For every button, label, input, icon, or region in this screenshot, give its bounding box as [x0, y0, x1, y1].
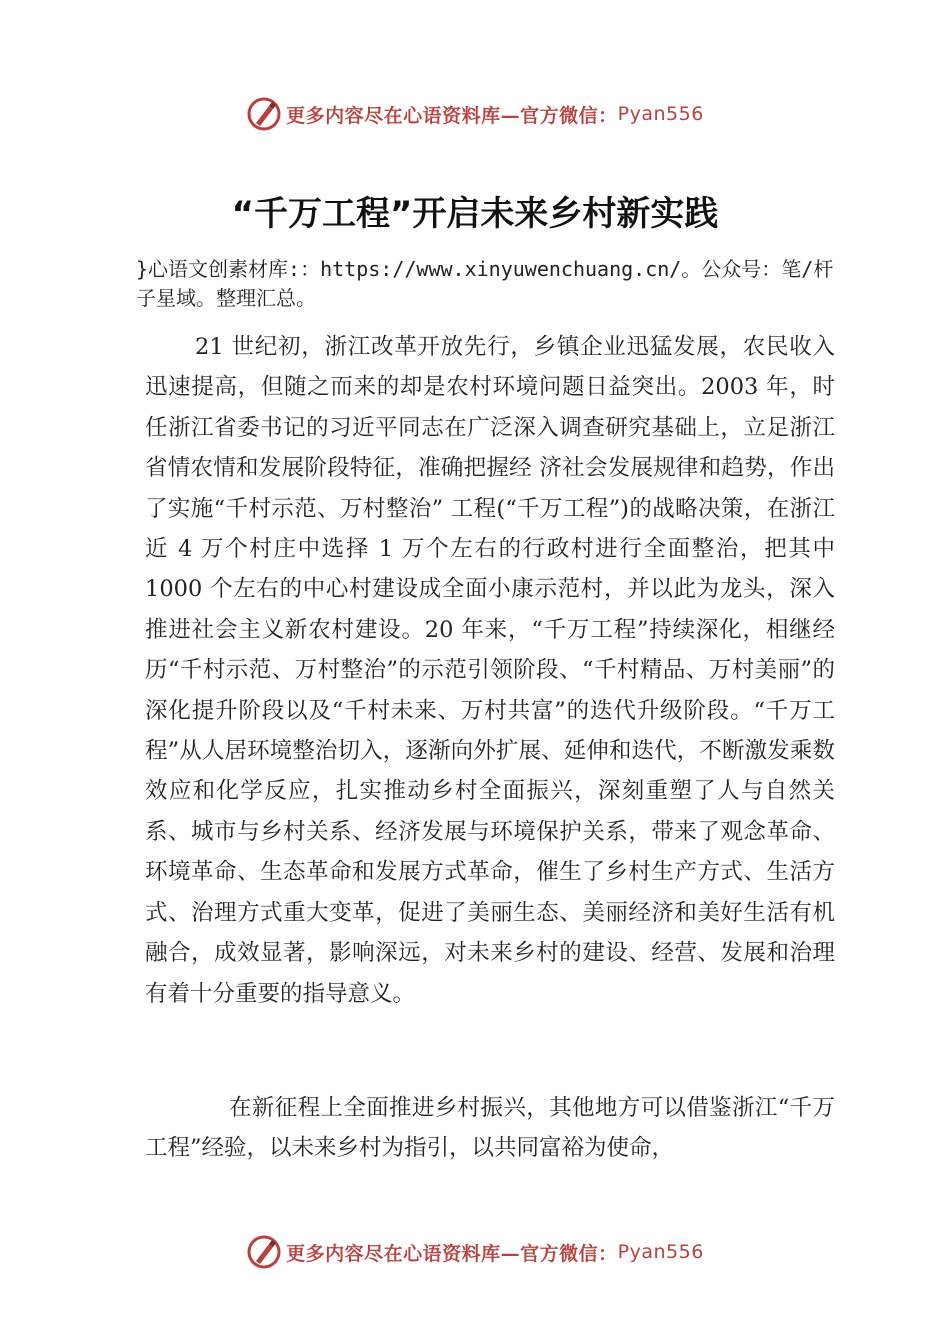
article-title: “千万工程”开启未来乡村新实践	[231, 194, 719, 234]
footer-watermark-banner	[0, 1232, 950, 1272]
pen-logo-icon	[246, 1234, 282, 1270]
banner-wechat-id: Pyan556	[617, 1241, 704, 1263]
paragraph-2: 在新征程上全面推进乡村振兴，其他地方可以借鉴浙江“千万工程”经验，以未来乡村为指引，以共同富裕为使命，	[145, 1095, 835, 1162]
pen-logo-icon	[246, 96, 282, 132]
banner-wechat-id: Pyan556	[617, 103, 704, 125]
banner-text: 更多内容尽在心语资料库—官方微信：	[286, 104, 618, 127]
header-watermark-banner	[0, 94, 950, 134]
banner-text: 更多内容尽在心语资料库—官方微信：	[286, 1242, 618, 1265]
paragraph-1: 21 世纪初，浙江改革开放先行，乡镇企业迅猛发展，农民收入迅速提高，但随之而来的却是农村环境问题日益突出。2003 年，时任浙江省委书记的习近平同志在广泛深入调查研究基础上，立足浙江省情农情和发展阶段特征，准确把握经 济社会发展规律和趋势，作出了实施“千村示范、万村整治” 工程(“千万工程”)的战略决策，在浙江近 4 万个村庄中选择 1 万个左右的行政村进行全面整治，把其中 1000 个左右的中心村建设成全面小康示范村，并以此为龙头，深入推进社会主义新农村建设。20 年来，“千万工程”持续深化，相继经历“千村示范、万村整治”的示范引领阶段、“千村精品、万村美丽”的深化提升阶段以及“千村未来、万村共富”的迭代升级阶段。“千万工程”从人居环境整治切入，逐渐向外扩展、延伸和迭代，不断激发乘数效应和化学反应，扎实推动乡村全面振兴，深刻重塑了人与自然关系、城市与乡村关系、经济发展与环境保护关系，带来了观念革命、环境革命、生态革命和发展方式革命，催生了乡村生产方式、生活方式、治理方式重大变革，促进了美丽生态、美丽经济和美好生活有机融合，成效显著，影响深远，对未来乡村的建设、经营、发展和治理有着十分重要的指导意义。	[145, 334, 835, 1007]
source-note: }心语文创素材库:：https://www.xinyuwenchuang.cn/。公众号：笔/杆子星域。整理汇总。	[136, 257, 834, 310]
